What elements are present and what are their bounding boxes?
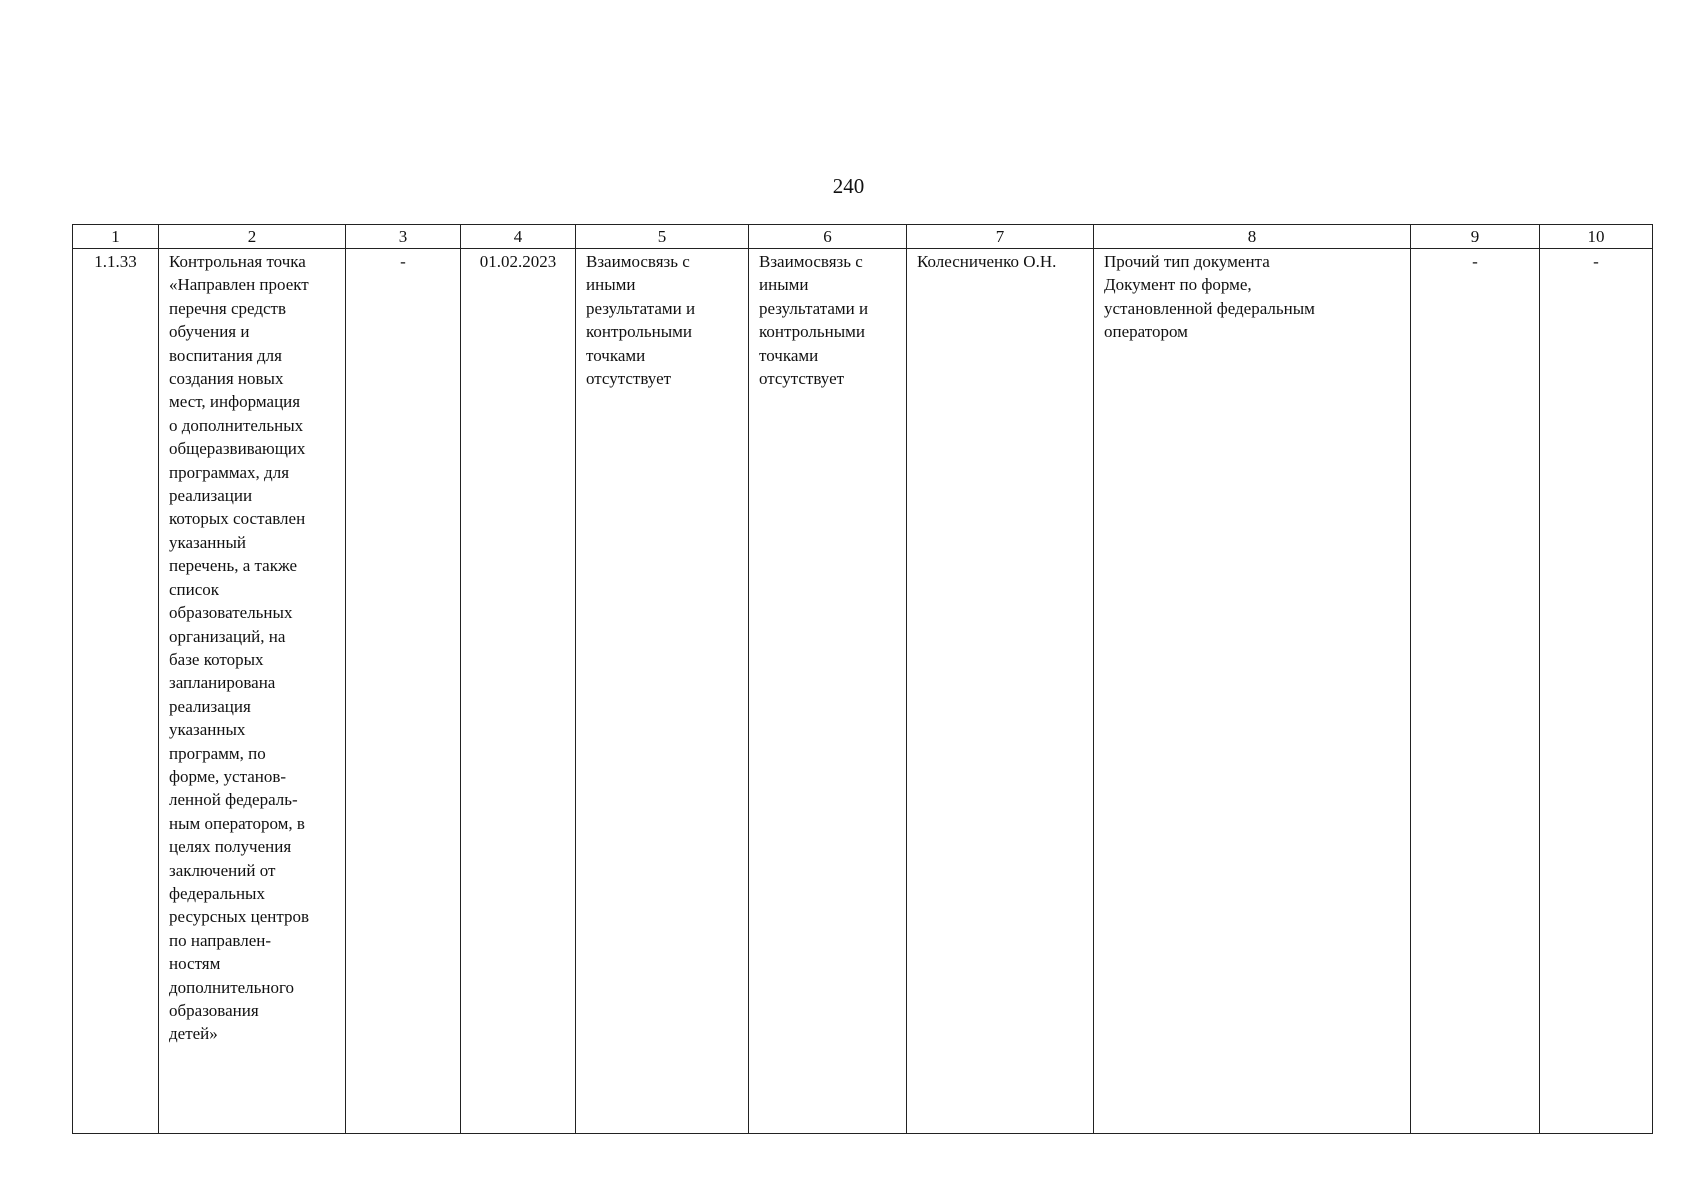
cell-row-number (73, 249, 159, 1134)
column-header-3: 3 (346, 225, 461, 249)
row-number: 1.1.33 (94, 252, 137, 271)
row-col10-value: - (1593, 252, 1599, 271)
table-header (73, 225, 1653, 249)
row-col5-relation: Взаимосвязь с иными результатами и контрольными точками отсутствует (586, 252, 696, 389)
cell-document (1094, 249, 1411, 1134)
column-header-8: 8 (1094, 225, 1411, 249)
cell-col6 (749, 249, 907, 1134)
table-row (73, 249, 1653, 1134)
row-document-type: Прочий тип документа Документ по форме, установленной федеральным оператором (1104, 252, 1315, 342)
row-col3-value: - (400, 252, 406, 271)
column-header-10: 10 (1540, 225, 1653, 249)
cell-col10 (1540, 249, 1653, 1134)
column-header-4: 4 (461, 225, 576, 249)
cell-col3 (346, 249, 461, 1134)
row-responsible: Колесниченко О.Н. (917, 252, 1057, 271)
column-header-7: 7 (907, 225, 1094, 249)
cell-date (461, 249, 576, 1134)
column-header-6: 6 (749, 225, 907, 249)
page-number: 240 (832, 174, 865, 198)
cell-col5 (576, 249, 749, 1134)
row-col9-value: - (1472, 252, 1478, 271)
column-header-9: 9 (1411, 225, 1540, 249)
row-date: 01.02.2023 (479, 252, 557, 271)
cell-description (159, 249, 346, 1134)
cell-responsible (907, 249, 1094, 1134)
cell-col9 (1411, 249, 1540, 1134)
data-table (72, 224, 1653, 1134)
column-header-5: 5 (576, 225, 749, 249)
column-header-2: 2 (159, 225, 346, 249)
row-description: Контрольная точка «Направлен проект перечня средств обучения и воспитания для создания новых мест, информация о дополнительных общеразвивающих программах, для реализации которых составлен указанный перечень, а также список образовательных организаций, на базе которых запланирована реализация указанных программ, по форме, установ- ленной федераль- ным оператором, в целях получения заключений от федеральных ресурсных центров по направлен- ностям дополнительного образования детей» (169, 252, 310, 1044)
column-header-1: 1 (73, 225, 159, 249)
header-row (73, 225, 1653, 249)
row-col6-relation: Взаимосвязь с иными результатами и контрольными точками отсутствует (759, 252, 869, 389)
